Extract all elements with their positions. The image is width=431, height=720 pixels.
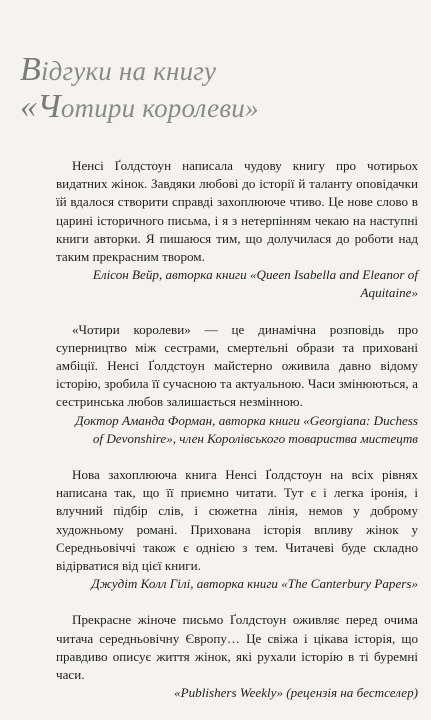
review-text: Ненсі Ґолдстоун написала чудову книгу про чотирьох видатних жінок. Завдяки любові до історії й таланту оповідачки їй вдалося створити справді захоплююче чтиво. Це нове слово в царині історичного письма, і я з нетерпінням чекаю на наступні книги авторки. Я пишаюся тим, що долучилася до роботи над таким прекрасним твором. xyxy=(56,158,418,265)
heading-text-1: ідгуки на книгу xyxy=(40,56,217,86)
reviews-list xyxy=(56,157,418,720)
review-text: Прекрасне жіноче письмо Ґолдстоун оживляє перед очима читача середньовічну Європу… Це свіжа і цікава історія, що правдиво описує життя жінок, які рухали історію в ті буремні часи. xyxy=(56,612,418,683)
review-text: Нова захоплююча книга Ненсі Ґолдстоун на всіх рівнях написана так, що її приємно читати. Тут є і легка іронія, і влучний підбір слів, і сюжетна лінія, немов у доброму художньому романі. Прихована історія впливу жінок у Середньовіччі також є однією з тем. Читачеві буде складно відірватися від цієї книги. xyxy=(56,467,418,574)
heading-initial-2: «Ч xyxy=(20,88,61,125)
review-text: «Чотири королеви» — це динамічна розповідь про суперництво між сестрами, смертельні образи та приховані амбіції. Ненсі Ґолдстоун майстерно оживила давно відому історію, зробила її сучасною та актуальною. Часи змінюються, а сестринська любов залишається незмінною. xyxy=(56,321,418,410)
heading-line-1 xyxy=(20,52,259,89)
heading-line-2 xyxy=(20,89,259,126)
heading-text-2: отири королеви» xyxy=(60,93,259,123)
review-attribution: Елісон Вейр, авторка книги «Queen Isabella and Eleanor of Aquitaine» xyxy=(92,267,418,301)
review-attribution: Джудіт Колл Гілі, авторка книги «The Canterbury Papers» xyxy=(91,576,418,592)
review-block xyxy=(56,321,418,448)
review-block xyxy=(56,611,418,702)
page-heading xyxy=(20,52,259,126)
review-block xyxy=(56,157,418,303)
heading-initial-1: В xyxy=(20,51,41,88)
review-block xyxy=(56,466,418,593)
review-attribution: Доктор Аманда Форман, авторка книги «Georgiana: Duchess of Devonshire», член Королівського товариства мистецтв xyxy=(75,412,418,446)
review-attribution: «Publishers Weekly» (рецензія на бестселер) xyxy=(174,685,418,701)
